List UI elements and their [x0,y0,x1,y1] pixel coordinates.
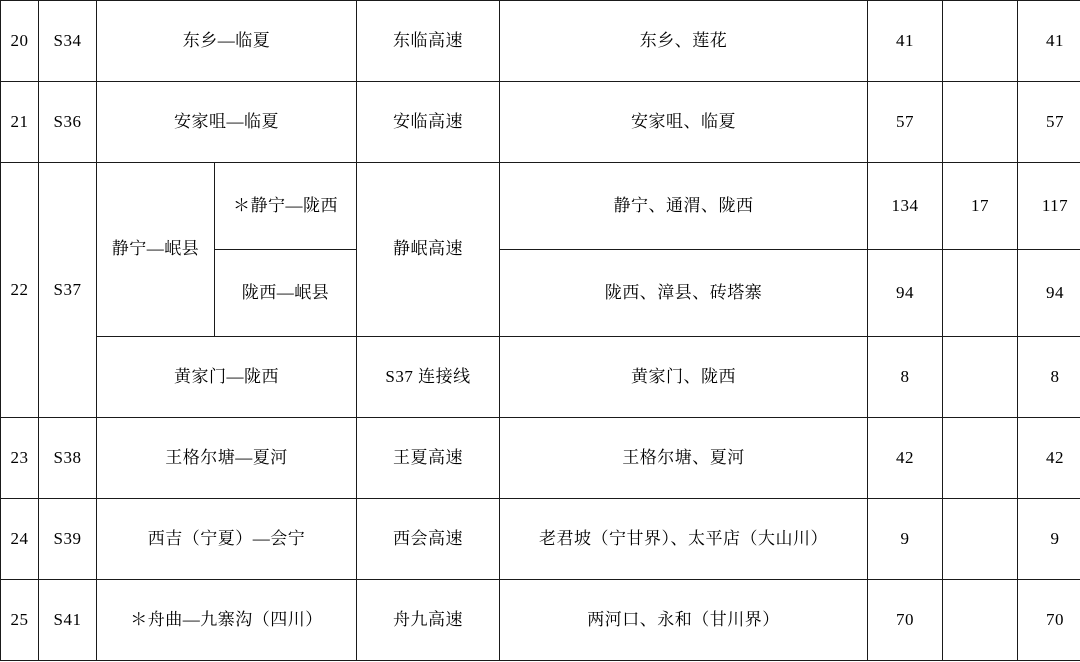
table-row [1,418,1080,499]
row-total: 134 [868,163,943,250]
row-name: 东乡—临夏 [97,1,357,82]
row-abbr: S37 连接线 [357,337,500,418]
row-built [943,250,1018,337]
row-index: 22 [1,163,39,418]
row-sub-name: 黄家门—陇西 [97,337,357,418]
row-places: 东乡、莲花 [500,1,868,82]
row-built [943,580,1018,661]
row-total: 41 [868,1,943,82]
row-total: 70 [868,580,943,661]
row-index: 25 [1,580,39,661]
row-total: 9 [868,499,943,580]
row-planned: 9 [1018,499,1080,580]
row-total: 42 [868,418,943,499]
row-planned: 42 [1018,418,1080,499]
row-abbr: 西会高速 [357,499,500,580]
row-abbr: 王夏高速 [357,418,500,499]
row-planned: 94 [1018,250,1080,337]
row-places: 静宁、通渭、陇西 [500,163,868,250]
row-built: 17 [943,163,1018,250]
row-code: S41 [39,580,97,661]
row-planned: 70 [1018,580,1080,661]
row-places: 王格尔塘、夏河 [500,418,868,499]
row-code: S36 [39,82,97,163]
row-planned: 117 [1018,163,1080,250]
row-name: ＊舟曲—九寨沟（四川） [97,580,357,661]
row-abbr: 安临高速 [357,82,500,163]
row-code: S37 [39,163,97,418]
row-index: 20 [1,1,39,82]
row-total: 8 [868,337,943,418]
row-places: 安家咀、临夏 [500,82,868,163]
row-name: 安家咀—临夏 [97,82,357,163]
row-planned: 57 [1018,82,1080,163]
table-row [1,163,1080,250]
row-code: S39 [39,499,97,580]
row-total: 94 [868,250,943,337]
row-planned: 41 [1018,1,1080,82]
row-places: 陇西、漳县、砖塔寨 [500,250,868,337]
row-total: 57 [868,82,943,163]
table-row [1,499,1080,580]
row-name: 王格尔塘—夏河 [97,418,357,499]
row-places: 黄家门、陇西 [500,337,868,418]
row-abbr: 东临高速 [357,1,500,82]
row-index: 21 [1,82,39,163]
row-sub-name: 陇西—岷县 [215,250,357,337]
row-group-name: 静宁—岷县 [97,163,215,337]
table-row [1,82,1080,163]
row-sub-name: ＊静宁—陇西 [215,163,357,250]
row-built [943,82,1018,163]
row-name: 西吉（宁夏）—会宁 [97,499,357,580]
row-built [943,499,1018,580]
row-built [943,1,1018,82]
row-code: S38 [39,418,97,499]
row-built [943,418,1018,499]
table-row [1,1,1080,82]
table-row [1,580,1080,661]
row-places: 老君坡（宁甘界）、太平店（大山川） [500,499,868,580]
table-row [1,337,1080,418]
row-abbr: 静岷高速 [357,163,500,337]
row-abbr: 舟九高速 [357,580,500,661]
row-planned: 8 [1018,337,1080,418]
row-code: S34 [39,1,97,82]
row-index: 24 [1,499,39,580]
row-places: 两河口、永和（甘川界） [500,580,868,661]
row-built [943,337,1018,418]
row-index: 23 [1,418,39,499]
